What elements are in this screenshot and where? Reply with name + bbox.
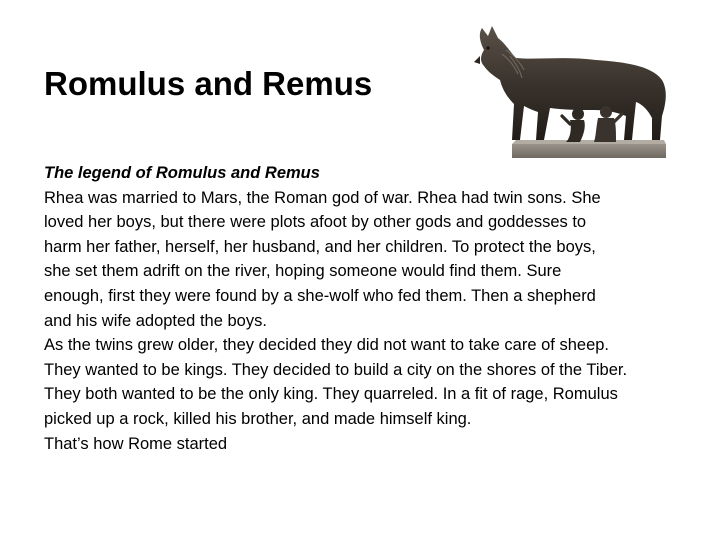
legend-line: loved her boys, but there were plots afoot by other gods and goddesses to xyxy=(44,213,587,232)
legend-line: enough, first they were found by a she-wolf who fed them. Then a shepherd xyxy=(44,286,596,305)
slide-title: Romulus and Remus xyxy=(44,65,373,102)
statue-base-top xyxy=(512,140,666,144)
legend-line: and his wife adopted the boys. xyxy=(44,311,267,330)
legend-subtitle: The legend of Romulus and Remus xyxy=(44,164,320,182)
legend-line: she set them adrift on the river, hoping someone would find them. Sure xyxy=(44,262,562,281)
wolf-eye xyxy=(486,46,489,49)
legend-line: harm her father, herself, her husband, and her children. To protect the boys, xyxy=(44,237,596,256)
legend-line: As the twins grew older, they decided they did not want to take care of sheep. xyxy=(44,336,610,355)
legend-line: That’s how Rome started xyxy=(44,434,228,453)
legend-line: They both wanted to be the only king. They quarreled. In a fit of rage, Romulus xyxy=(44,385,618,404)
legend-line: Rhea was married to Mars, the Roman god of war. Rhea had twin sons. She xyxy=(44,188,601,207)
legend-line: picked up a rock, killed his brother, and made himself king. xyxy=(44,409,472,428)
legend-text xyxy=(44,161,704,456)
wolf-snout xyxy=(474,56,480,64)
statue-base xyxy=(512,144,666,158)
legend-line: They wanted to be kings. They decided to build a city on the shores of the Tiber. xyxy=(44,360,628,379)
capitoline-wolf-statue-image xyxy=(466,20,672,168)
